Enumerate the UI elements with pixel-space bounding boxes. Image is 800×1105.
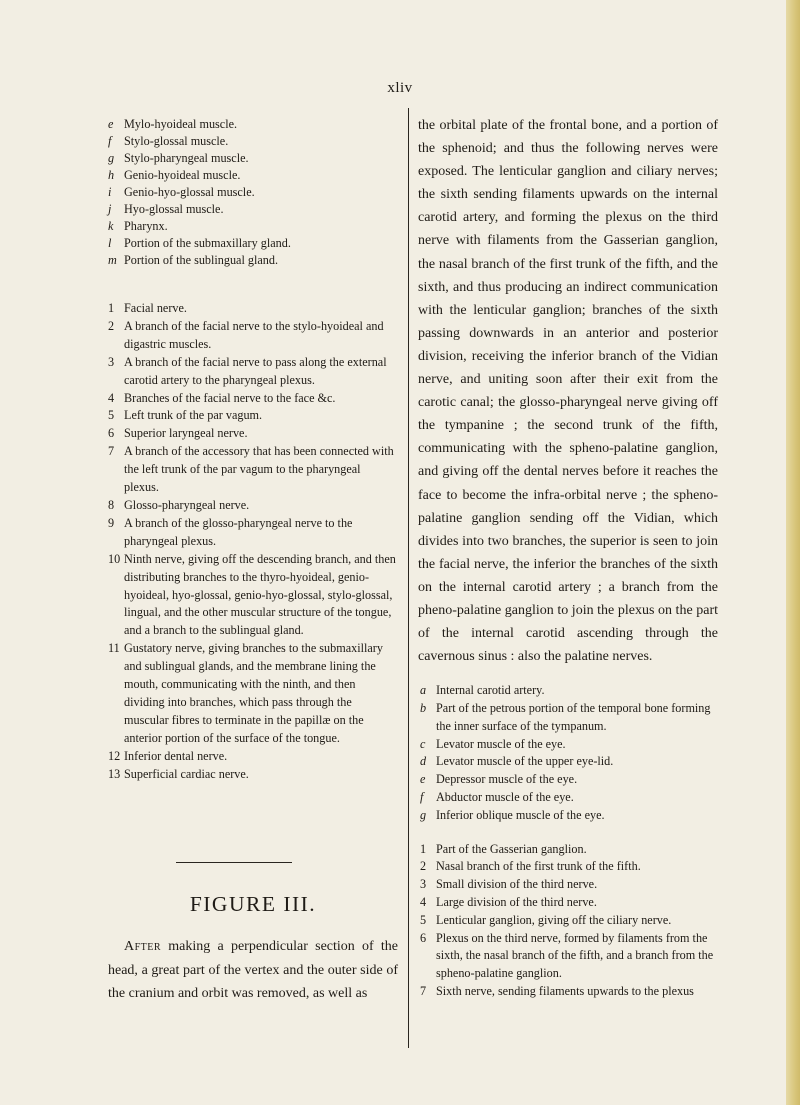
figure-intro-paragraph bbox=[108, 935, 398, 1004]
legend-key: c bbox=[420, 736, 426, 751]
item-text: Small division of the third nerve. bbox=[436, 877, 598, 892]
legend-text: Genio-hyoideal muscle. bbox=[124, 168, 241, 182]
item-text: Branches of the facial nerve to the face &c. bbox=[124, 390, 336, 405]
legend-item bbox=[108, 184, 398, 201]
legend-key: l bbox=[108, 236, 112, 250]
item-text: Glosso-pharyngeal nerve. bbox=[124, 497, 250, 512]
figure-title: FIGURE III. bbox=[189, 892, 317, 917]
legend-key: b bbox=[420, 701, 427, 716]
item-text: Ninth nerve, giving off the descending branch, and then distributing branches to the thyro-hyoideal, genio-hyoideal, hyo-glossal, genio-hyo-glossal, stylo-glossal, lingual, and the other muscular structure of the tongue, and a branch to the sublingual gland. bbox=[124, 551, 396, 638]
legend-item bbox=[420, 753, 718, 771]
numbered-item bbox=[420, 858, 718, 876]
numbered-item bbox=[420, 912, 718, 930]
legend-item bbox=[420, 682, 718, 700]
legend-key: i bbox=[108, 185, 112, 199]
legend-text: Mylo-hyoideal muscle. bbox=[124, 117, 238, 131]
legend-text: Abductor muscle of the eye. bbox=[436, 790, 574, 805]
legend-text: Hyo-glossal muscle. bbox=[124, 202, 224, 216]
legend-key: a bbox=[420, 683, 427, 698]
intro-text: making a perpendicular section of the head, a great part of the vertex and the outer side of the cranium and orbit was removed, as well as bbox=[108, 939, 398, 1001]
item-text: Superficial cardiac nerve. bbox=[124, 766, 249, 781]
legend-text: Inferior oblique muscle of the eye. bbox=[436, 807, 605, 822]
page-number: xliv bbox=[387, 80, 413, 96]
item-text: Facial nerve. bbox=[124, 301, 187, 315]
legend-key: d bbox=[420, 754, 427, 769]
item-text: Nasal branch of the first trunk of the fifth. bbox=[436, 859, 641, 874]
item-number: 5 bbox=[108, 408, 115, 423]
legend-key: e bbox=[420, 772, 426, 787]
legend-text: Levator muscle of the eye. bbox=[436, 736, 566, 751]
item-text: A branch of the accessory that has been connected with the left trunk of the par vagum to the pharyngeal plexus. bbox=[124, 444, 394, 495]
legend-text: Stylo-glossal muscle. bbox=[124, 134, 229, 148]
legend-item bbox=[108, 133, 398, 150]
legend-text: Portion of the sublingual gland. bbox=[124, 253, 279, 267]
item-text: A branch of the facial nerve to pass along the external carotid artery to the pharyngeal plexus. bbox=[124, 354, 387, 387]
legend-text: Internal carotid artery. bbox=[436, 683, 545, 698]
item-text: Inferior dental nerve. bbox=[124, 748, 228, 763]
item-number: 5 bbox=[420, 912, 427, 927]
legend-item bbox=[108, 167, 398, 184]
numbered-item bbox=[420, 841, 718, 859]
item-text: Gustatory nerve, giving branches to the submaxillary and sublingual glands, and the membrane lining the mouth, communicating with the ninth, and then dividing into branches, which pass through the muscular fibres to terminate in the papillæ on the anterior portion of the surface of the tongue. bbox=[124, 641, 383, 745]
item-number: 2 bbox=[420, 859, 427, 874]
numbered-item bbox=[420, 894, 718, 912]
numbered-item bbox=[420, 876, 718, 894]
item-text: A branch of the facial nerve to the stylo-hyoideal and digastric muscles. bbox=[124, 318, 384, 351]
left-lettered-legend bbox=[108, 116, 398, 269]
item-text: Part of the Gasserian ganglion. bbox=[436, 841, 587, 856]
item-number: 7 bbox=[108, 444, 115, 459]
numbered-item bbox=[108, 300, 398, 318]
legend-text: Portion of the submaxillary gland. bbox=[124, 236, 291, 250]
numbered-item bbox=[108, 407, 398, 425]
legend-key: f bbox=[420, 790, 424, 805]
legend-item bbox=[420, 789, 718, 807]
item-text: Plexus on the third nerve, formed by filaments from the sixth, the nasal branch of the fifth, and a branch from the spheno-palatine ganglion. bbox=[436, 930, 714, 981]
item-number: 4 bbox=[420, 895, 427, 910]
legend-text: Pharynx. bbox=[124, 219, 168, 233]
legend-item bbox=[108, 201, 398, 218]
item-number: 7 bbox=[420, 984, 427, 998]
item-text: A branch of the glosso-pharyngeal nerve to the pharyngeal plexus. bbox=[124, 515, 353, 548]
item-number: 1 bbox=[108, 301, 115, 315]
legend-item bbox=[420, 700, 718, 736]
numbered-item bbox=[108, 390, 398, 408]
numbered-item bbox=[108, 443, 398, 497]
legend-item bbox=[420, 771, 718, 789]
item-text: Large division of the third nerve. bbox=[436, 895, 597, 910]
numbered-item bbox=[108, 515, 398, 551]
legend-key: f bbox=[108, 134, 112, 148]
right-numbered-legend bbox=[420, 841, 718, 1001]
description-paragraph: the orbital plate of the frontal bone, and a portion of the sphenoid; and thus the following nerves were exposed. The lenticular ganglion and ciliary nerves; the sixth sending filaments upwards on the internal carotid artery, and forming the plexus on the third nerve with filaments from the Gasserian ganglion, the nasal branch of the first trunk of the fifth, and the sixth, and thus producing an indirect communication with the lenticular ganglion; branches of the sixth passing downwards in an anterior and posterior division, receiving the inferior branch of the Vidian nerve, and uniting soon after their exit from the carotic canal; the glosso-pharyngeal nerve giving off the tympanine ; the second trunk of the fifth, communicating with the spheno-palatine ganglion, and giving off the dental nerves before it reaches the face to become the infra-orbital nerve ; the spheno-palatine ganglion sending off the Vidian, which divides into two branches, the superior is seen to join the facial nerve, the inferior the branches of the sixth on the internal carotid artery ; a branch from the pheno-palatine ganglion to join the plexus on the part of the internal carotid ascending through the cavernous sinus : also the palatine nerves. bbox=[418, 118, 718, 665]
legend-key: m bbox=[108, 253, 117, 267]
item-number: 13 bbox=[108, 766, 121, 781]
legend-item bbox=[420, 736, 718, 754]
column-divider bbox=[408, 108, 409, 1048]
numbered-item bbox=[108, 551, 398, 641]
item-number: 12 bbox=[108, 748, 121, 763]
legend-text: Stylo-pharyngeal muscle. bbox=[124, 151, 249, 165]
item-number: 1 bbox=[420, 841, 427, 856]
page-edge bbox=[786, 0, 800, 1105]
right-lettered-legend bbox=[420, 682, 718, 824]
numbered-item bbox=[108, 766, 398, 784]
legend-item bbox=[108, 235, 398, 252]
legend-item bbox=[108, 252, 398, 269]
legend-key: e bbox=[108, 117, 114, 131]
item-text: Superior laryngeal nerve. bbox=[124, 426, 248, 441]
item-number: 11 bbox=[108, 641, 120, 656]
numbered-item bbox=[108, 640, 398, 747]
legend-item bbox=[108, 150, 398, 167]
item-number: 6 bbox=[420, 930, 427, 945]
item-number: 10 bbox=[108, 551, 121, 566]
item-number: 3 bbox=[108, 354, 115, 369]
right-column bbox=[418, 114, 718, 1001]
numbered-item bbox=[108, 425, 398, 443]
legend-key: g bbox=[108, 151, 115, 165]
legend-text: Levator muscle of the upper eye-lid. bbox=[436, 754, 614, 769]
intro-lead-word: After bbox=[124, 939, 162, 955]
numbered-item bbox=[108, 748, 398, 766]
legend-text: Depressor muscle of the eye. bbox=[436, 772, 578, 787]
numbered-item bbox=[420, 983, 718, 1001]
item-text: Sixth nerve, sending filaments upwards to the plexus bbox=[436, 984, 694, 998]
legend-item bbox=[108, 218, 398, 235]
numbered-item bbox=[108, 318, 398, 354]
item-text: Left trunk of the par vagum. bbox=[124, 408, 263, 423]
numbered-item bbox=[108, 354, 398, 390]
legend-key: g bbox=[420, 807, 427, 822]
item-number: 4 bbox=[108, 390, 115, 405]
legend-text: Part of the petrous portion of the temporal bone forming the inner surface of the tympanum. bbox=[436, 701, 711, 733]
legend-text: Genio-hyo-glossal muscle. bbox=[124, 185, 255, 199]
numbered-item bbox=[420, 930, 718, 983]
numbered-item bbox=[108, 497, 398, 515]
item-number: 9 bbox=[108, 515, 115, 530]
item-number: 6 bbox=[108, 426, 115, 441]
left-numbered-legend bbox=[108, 300, 398, 783]
legend-key: j bbox=[108, 202, 112, 216]
legend-key: h bbox=[108, 168, 115, 182]
legend-key: k bbox=[108, 219, 114, 233]
legend-item bbox=[420, 807, 718, 825]
section-rule bbox=[176, 862, 292, 863]
item-number: 3 bbox=[420, 877, 427, 892]
item-number: 8 bbox=[108, 497, 115, 512]
item-text: Lenticular ganglion, giving off the ciliary nerve. bbox=[436, 912, 672, 927]
item-number: 2 bbox=[108, 318, 115, 333]
legend-item bbox=[108, 116, 398, 133]
left-column bbox=[108, 116, 398, 1005]
